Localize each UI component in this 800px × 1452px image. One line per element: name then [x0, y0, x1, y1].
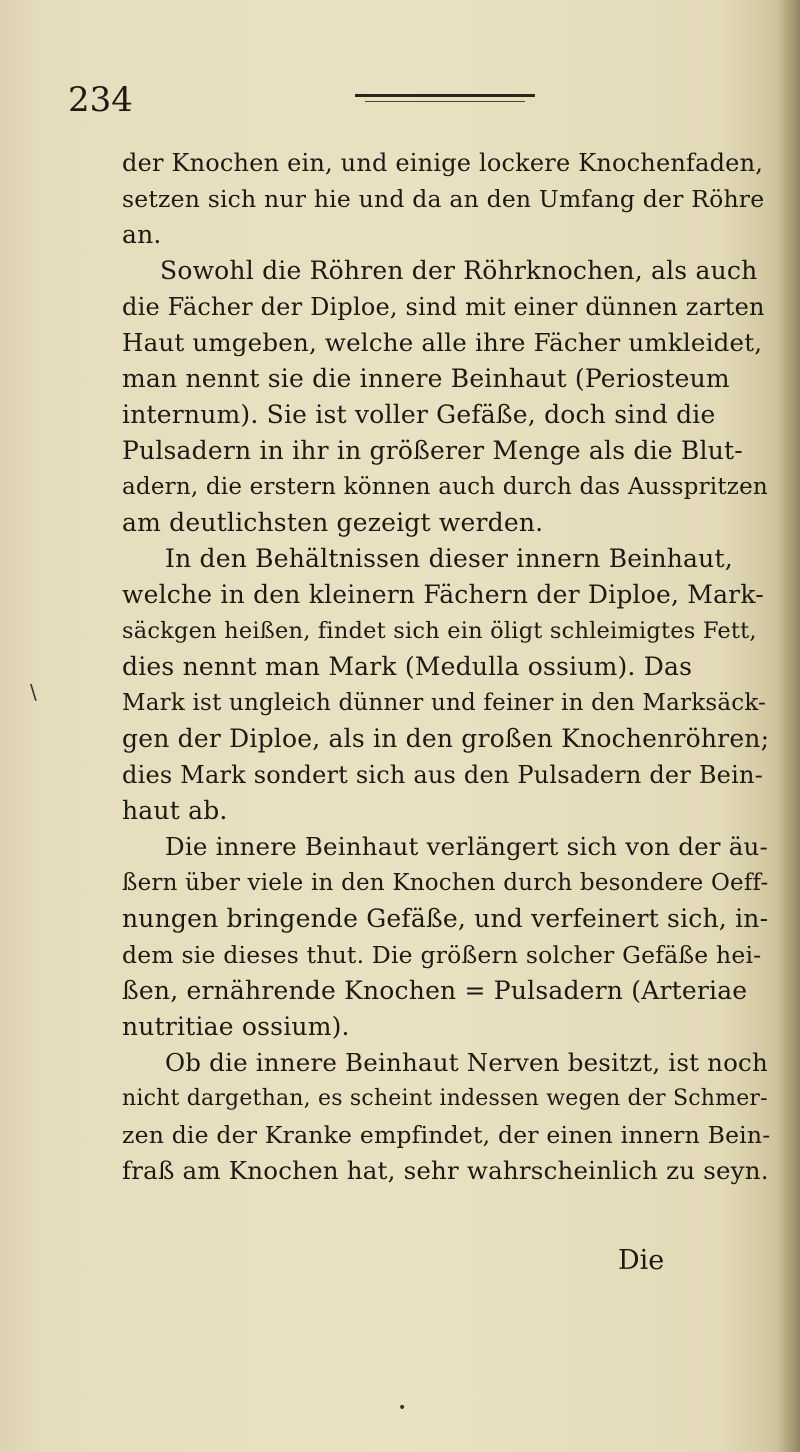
text-line: internum). Sie ist voller Gefäße, doch sind die — [122, 400, 716, 429]
text-line: an. — [122, 220, 162, 249]
text-line: Mark ist ungleich dünner und feiner in den Marksäck- — [122, 690, 767, 716]
text-line: Sowohl die Röhren der Röhrknochen, als auch — [160, 256, 758, 285]
text-line: nicht dargethan, es scheint indessen wegen der Schmer- — [122, 1086, 768, 1111]
ink-dot: • — [398, 1400, 407, 1416]
text-line: zen die der Kranke empfindet, der einen innern Bein- — [122, 1121, 771, 1149]
text-line: man nennt sie die innere Beinhaut (Periosteum — [122, 364, 730, 393]
text-line: säckgen heißen, findet sich ein öligt schleimigtes Fett, — [122, 618, 757, 644]
text-line: gen der Diploe, als in den großen Knochenröhren; — [122, 724, 770, 753]
text-line: nungen bringende Gefäße, und verfeinert sich, in- — [122, 904, 769, 933]
text-line: fraß am Knochen hat, sehr wahrscheinlich zu seyn. — [122, 1156, 769, 1185]
text-line: setzen sich nur hie und da an den Umfang der Röhre — [122, 185, 765, 213]
text-line: dem sie dieses thut. Die größern solcher Gefäße hei- — [122, 941, 762, 969]
text-line: welche in den kleinern Fächern der Diploe, Mark- — [122, 580, 764, 609]
text-line: adern, die erstern können auch durch das Ausspritzen — [122, 474, 768, 500]
text-line: haut ab. — [122, 796, 228, 825]
text-line: der Knochen ein, und einige lockere Knochenfaden, — [122, 149, 764, 177]
text-line: Die innere Beinhaut verlängert sich von der äu- — [165, 832, 768, 861]
margin-mark: \ — [30, 680, 37, 704]
text-line: die Fächer der Diploe, sind mit einer dünnen zarten — [122, 293, 765, 321]
text-line: ßen, ernährende Knochen = Pulsadern (Arteriae — [122, 976, 748, 1005]
text-line: Pulsadern in ihr in größerer Menge als die Blut- — [122, 436, 743, 465]
text-line: dies nennt man Mark (Medulla ossium). Das — [122, 652, 693, 681]
text-line: Haut umgeben, welche alle ihre Fächer umkleidet, — [122, 328, 763, 357]
text-line: In den Behältnissen dieser innern Beinhaut, — [165, 544, 733, 573]
page-number: 234 — [68, 80, 133, 120]
catchword: Die — [618, 1245, 665, 1276]
text-line: am deutlichsten gezeigt werden. — [122, 508, 544, 537]
text-line: Ob die innere Beinhaut Nerven besitzt, ist noch — [165, 1048, 768, 1077]
text-line: nutritiae ossium). — [122, 1012, 350, 1041]
text-line: ßern über viele in den Knochen durch besondere Oeff- — [122, 870, 769, 896]
text-line: dies Mark sondert sich aus den Pulsadern der Bein- — [122, 761, 763, 789]
